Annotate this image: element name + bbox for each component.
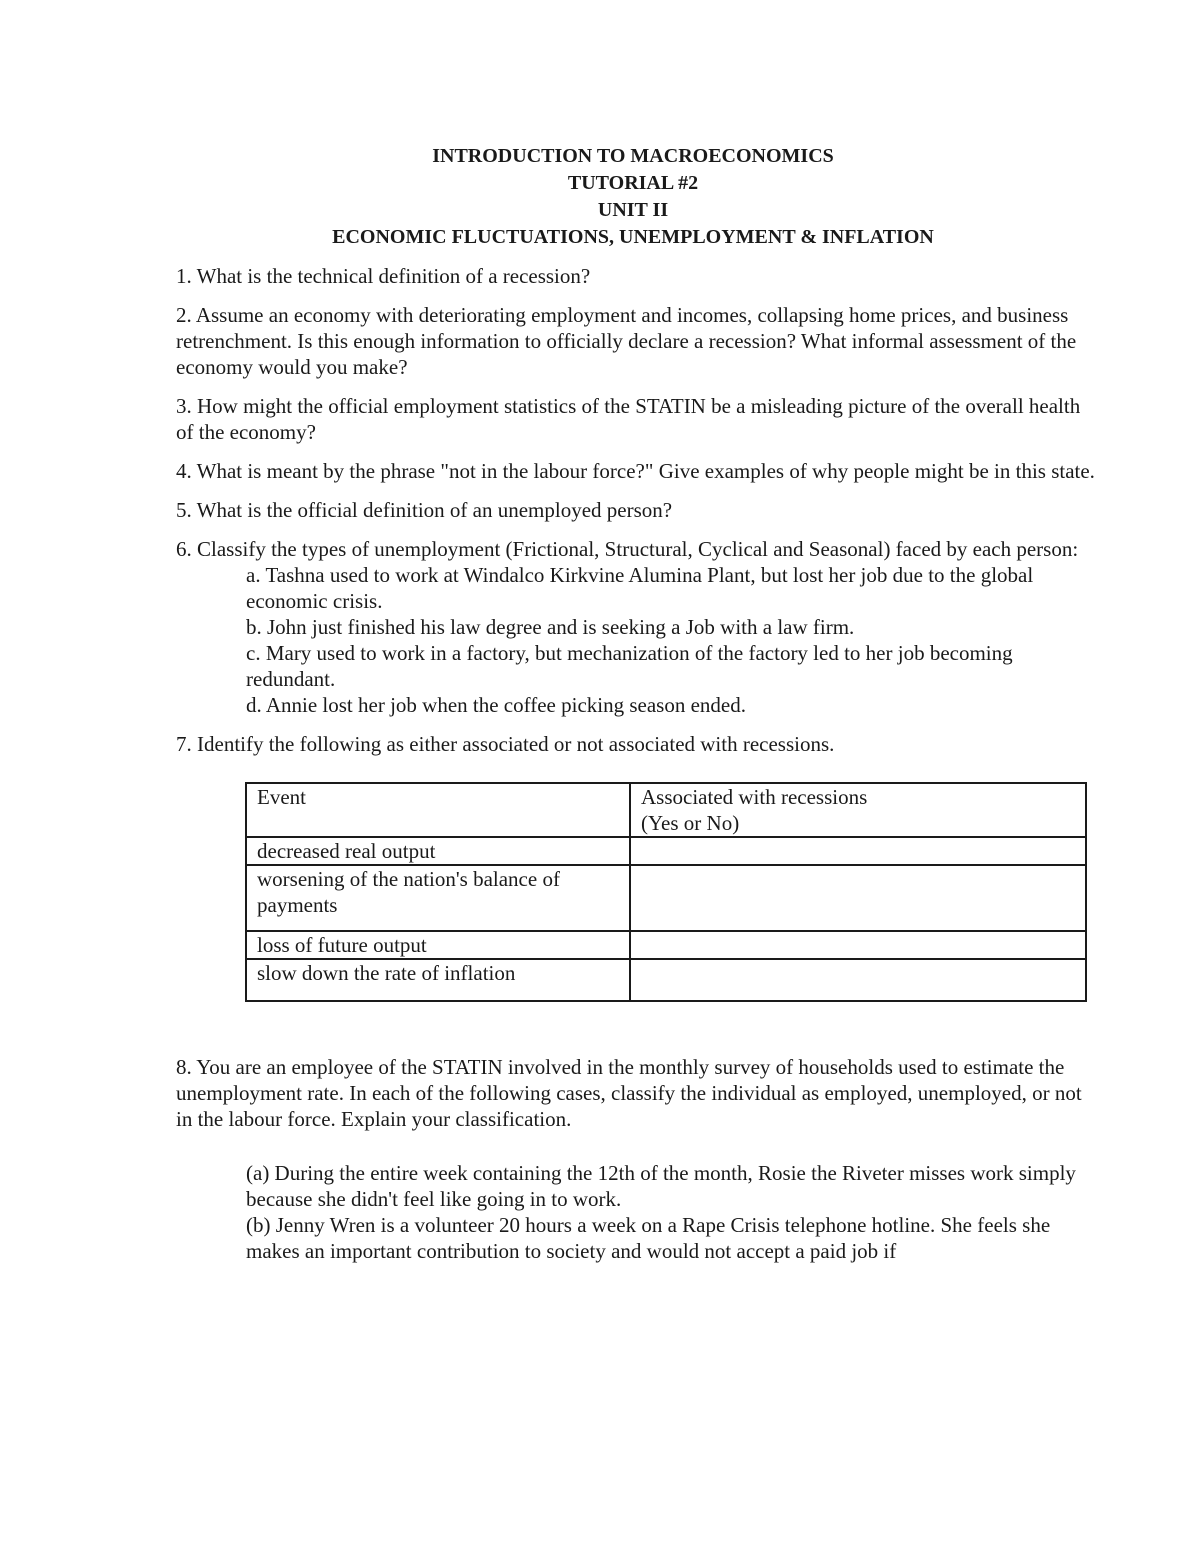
event-cell: worsening of the nation's balance of payments (246, 865, 630, 931)
question-text: 6. Classify the types of unemployment (Frictional, Structural, Cyclical and Seasonal) faced by each person: (176, 537, 1079, 561)
list-item: d. Annie lost her job when the coffee picking season ended. (246, 693, 746, 717)
header-associated (630, 783, 1086, 837)
header-event: Event (246, 783, 630, 837)
question-1 (176, 263, 1096, 289)
question-3 (176, 393, 1096, 445)
question-text: 8. You are an employee of the STATIN involved in the monthly survey of households used to estimate the unemployment rate. In each of the following cases, classify the individual as employed, unemployed, or not in the labour force. Explain your classification. (176, 1055, 1082, 1131)
question-text: 1. What is the technical definition of a recession? (176, 264, 591, 288)
question-text: 3. How might the official employment statistics of the STATIN be a misleading picture of the overall health of the economy? (176, 394, 1081, 444)
unit-number: UNIT II (597, 199, 669, 221)
question-text: 2. Assume an economy with deteriorating employment and incomes, collapsing home prices, and business retrenchment. Is this enough information to officially declare a recession? What informal assessment of the economy would you make? (176, 303, 1077, 379)
table-row (246, 865, 1086, 931)
question-5 (176, 497, 1096, 523)
list-item: (a) During the entire week containing the 12th of the month, Rosie the Riveter misses work simply because she didn't feel like going in to work. (246, 1161, 1076, 1211)
tutorial-number: TUTORIAL #2 (567, 172, 699, 194)
question-8-items (246, 1160, 1096, 1264)
question-4 (176, 458, 1096, 484)
answer-cell[interactable] (630, 837, 1086, 865)
event-cell: slow down the rate of inflation (246, 959, 630, 1001)
list-item: c. Mary used to work in a factory, but mechanization of the factory led to her job becoming redundant. (246, 641, 1013, 691)
question-8 (176, 1054, 1096, 1264)
question-2 (176, 302, 1096, 380)
table-header-row (246, 783, 1086, 837)
document-header (170, 143, 1096, 251)
list-item: a. Tashna used to work at Windalco Kirkvine Alumina Plant, but lost her job due to the global economic crisis. (246, 563, 1034, 613)
answer-cell[interactable] (630, 931, 1086, 959)
event-cell: loss of future output (246, 931, 630, 959)
answer-cell[interactable] (630, 865, 1086, 931)
event-cell: decreased real output (246, 837, 630, 865)
course-title: INTRODUCTION TO MACROECONOMICS (432, 145, 834, 167)
question-7 (176, 731, 1096, 757)
recession-events-table (245, 782, 1087, 1002)
list-item: b. John just finished his law degree and is seeking a Job with a law firm. (246, 615, 855, 639)
list-item: (b) Jenny Wren is a volunteer 20 hours a week on a Rape Crisis telephone hotline. She feels she makes an important contribution to society and would not accept a paid job if (246, 1213, 1051, 1263)
question-text: 4. What is meant by the phrase "not in the labour force?" Give examples of why people might be in this state. (176, 459, 1095, 483)
unit-title: ECONOMIC FLUCTUATIONS, UNEMPLOYMENT & INFLATION (332, 226, 934, 248)
answer-cell[interactable] (630, 959, 1086, 1001)
question-text: 5. What is the official definition of an unemployed person? (176, 498, 673, 522)
question-6-items (246, 562, 1096, 718)
table-row (246, 837, 1086, 865)
question-6 (176, 536, 1096, 718)
question-text: 7. Identify the following as either associated or not associated with recessions. (176, 732, 835, 756)
header-associated-line2: (Yes or No) (641, 811, 740, 835)
document-page (176, 143, 1096, 1264)
table-row (246, 931, 1086, 959)
table-row (246, 959, 1086, 1001)
header-associated-line1: Associated with recessions (641, 785, 868, 809)
